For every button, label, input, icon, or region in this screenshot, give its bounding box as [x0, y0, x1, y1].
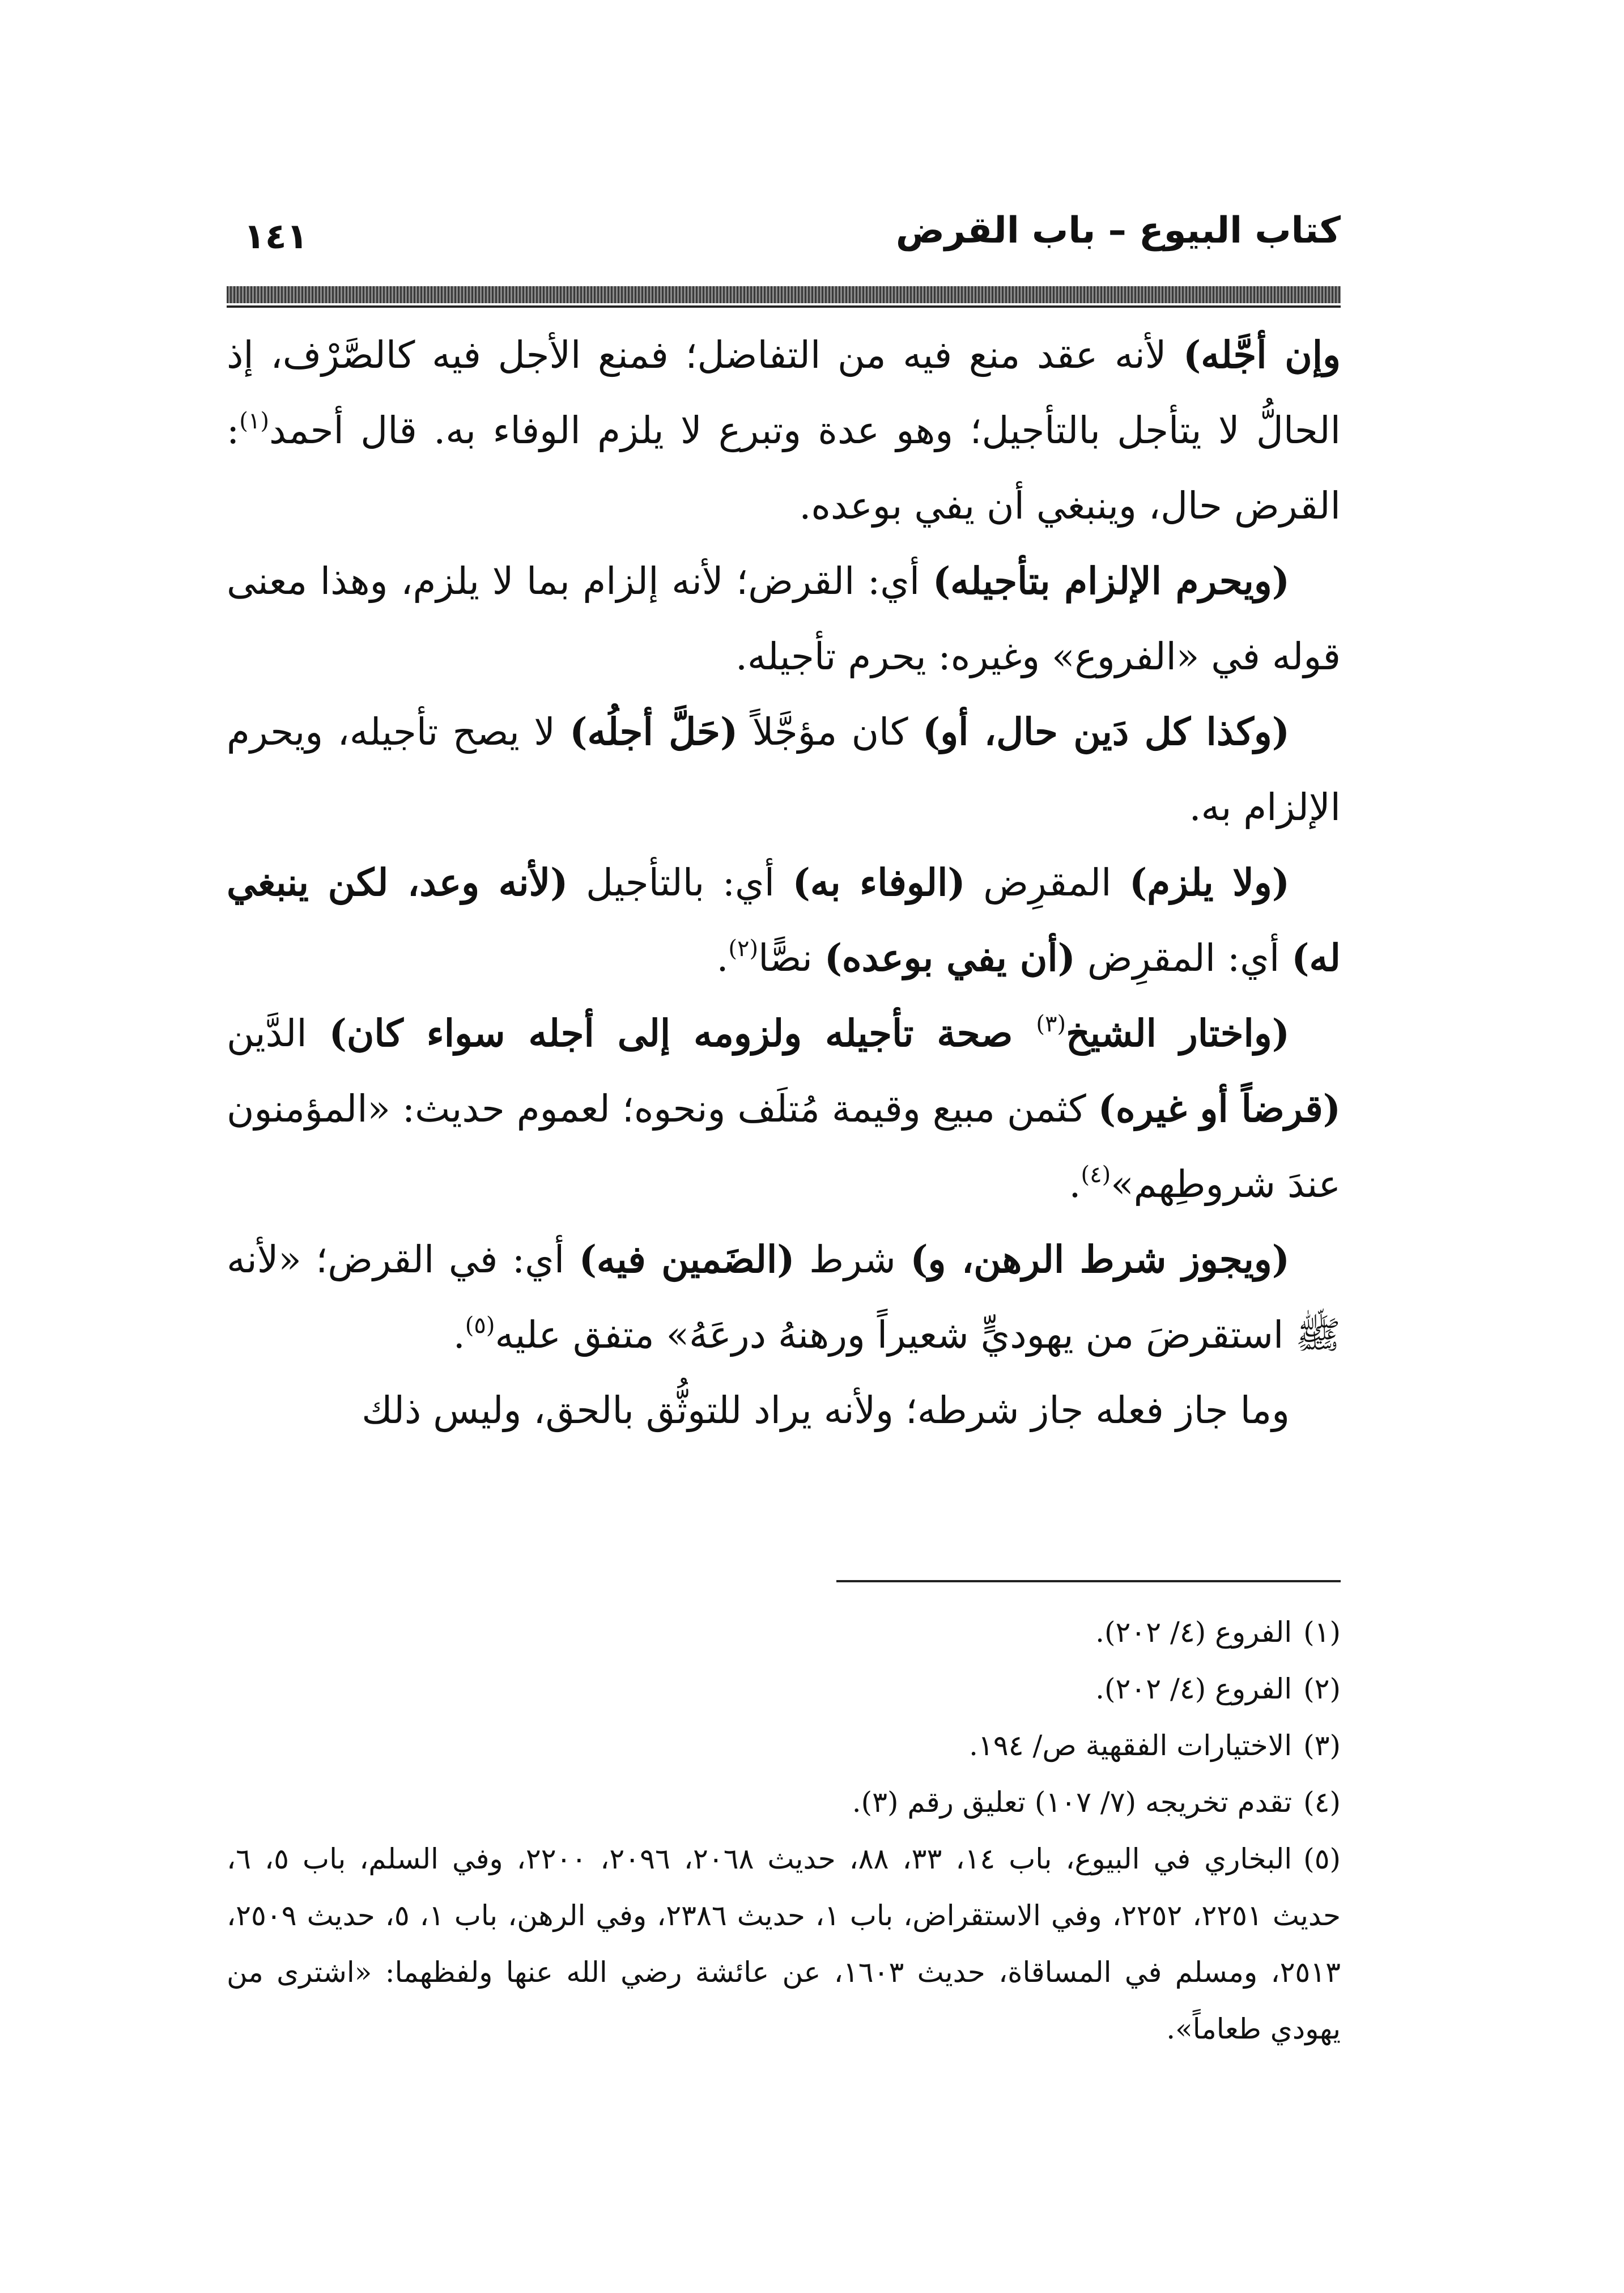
page-number: ١٤١: [244, 215, 308, 257]
commentary-text: لا يصح تأجيله، ويحرم الإلزام به.: [227, 710, 1341, 829]
footnote-number: (٢): [1303, 1672, 1341, 1705]
matn-text: (أن يفي بوعده): [824, 936, 1075, 980]
footnotes: [227, 1604, 1341, 2057]
commentary-text: أي: المقرِض: [1075, 936, 1292, 980]
footnote-text: تقدم تخريجه (٧/ ١٠٧) تعليق رقم (٣).: [852, 1786, 1293, 1819]
footnote-ref[interactable]: (٢): [728, 936, 759, 962]
commentary-text: نصًّا: [758, 936, 824, 980]
footnote-2: [227, 1661, 1341, 1717]
paragraph-1: [227, 317, 1341, 543]
paragraph-2: [227, 543, 1341, 694]
paragraph-7: [227, 1373, 1341, 1448]
footnote-text: الاختيارات الفقهية ص/ ١٩٤.: [969, 1729, 1293, 1762]
matn-text: (ويجوز شرط الرهن، و): [910, 1237, 1290, 1281]
matn-text: (الوفاء به): [792, 860, 966, 905]
footnote-3: [227, 1717, 1341, 1774]
footnote-text: الفروع (٤/ ٢٠٢).: [1095, 1672, 1293, 1705]
footnote-number: (٥): [1303, 1842, 1341, 1875]
footnote-ref[interactable]: (٣): [1036, 1011, 1066, 1037]
paragraph-4: [227, 845, 1341, 996]
paragraph-6: [227, 1222, 1341, 1373]
matn-text: (لأنه وعد، لكن ينبغي له): [227, 860, 1341, 980]
footnote-5: [227, 1831, 1341, 2057]
matn-text: (وكذا كل دَين حال، أو): [922, 710, 1290, 754]
matn-text: وإن أجَّله): [1183, 333, 1341, 377]
footnote-text: الفروع (٤/ ٢٠٢).: [1095, 1616, 1293, 1649]
commentary-text: أي: بالتأجيل: [568, 861, 793, 905]
commentary-text: كثمن مبيع وقيمة مُتلَف ونحوه؛ لعموم حديث: «المؤمنون عندَ شروطِهم»: [227, 1087, 1341, 1206]
commentary-text: .: [453, 1313, 465, 1357]
commentary-text: .: [716, 936, 729, 980]
commentary-text: أي: في القرض؛ «لأنه ﷺ استقرضَ من يهوديٍّ شعيراً ورهنهُ درعَهُ» متفق عليه: [227, 1238, 1341, 1357]
running-title: كتاب البيوع – باب القرض: [895, 210, 1341, 252]
paragraph-3: [227, 694, 1341, 845]
footnote-text: البخاري في البيوع، باب ١٤، ٣٣، ٨٨، حديث ٢٠٦٨، ٢٠٩٦، ٢٢٠٠، وفي السلم، باب ٥، ٦، حديث ٢٢٥١، ٢٢٥٢، وفي الاستقراض، باب ١، حديث ٢٣٨٦، وفي الرهن، باب ١، ٥، حديث ٢٥٠٩، ٢٥١٣، ومسلم في المساقاة، حديث ١٦٠٣، عن عائشة رضي الله عنها ولفظهما: «اشترى من يهودي طعاماً».: [227, 1842, 1341, 2045]
footnote-number: (١): [1303, 1616, 1341, 1649]
footnote-separator: [836, 1580, 1341, 1582]
footnote-number: (٣): [1303, 1729, 1341, 1762]
footnote-4: [227, 1774, 1341, 1831]
running-header: [227, 204, 1341, 272]
footnote-ref[interactable]: (١): [239, 408, 269, 434]
commentary-text: كان مؤجَّلاً: [738, 710, 922, 754]
matn-text: (حَلَّ أجلُه): [569, 710, 738, 754]
matn-text: صحة تأجيله ولزومه إلى أجله سواء كان): [329, 1011, 1036, 1055]
commentary-text: أي: القرض؛ لأنه إلزام بما لا يلزم، وهذا معنى قوله في «الفروع» وغيره: يحرم تأجيله.: [227, 559, 1341, 678]
footnote-ref[interactable]: (٥): [465, 1313, 495, 1339]
matn-text: (واختار الشيخ: [1066, 1011, 1290, 1055]
body-text: [227, 317, 1341, 1448]
footnote-1: [227, 1604, 1341, 1661]
commentary-text: شرط: [794, 1238, 911, 1281]
header-rule: [227, 286, 1341, 303]
matn-text: (ولا يلزم): [1129, 860, 1290, 905]
matn-text: (قرضاً أو غيره): [1098, 1086, 1341, 1131]
commentary-text: المقرِض: [965, 861, 1129, 905]
commentary-text: : القرض حال، وينبغي أن يفي بوعده.: [227, 409, 1341, 528]
commentary-text: .: [1069, 1162, 1081, 1206]
commentary-text: وما جاز فعله جاز شرطه؛ ولأنه يراد للتوثُّق بالحق، وليس ذلك: [362, 1388, 1290, 1432]
matn-text: (ويحرم الإلزام بتأجيله): [932, 559, 1290, 603]
footnote-ref[interactable]: (٤): [1081, 1162, 1111, 1188]
commentary-text: الدَّين: [227, 1012, 329, 1055]
matn-text: (الضَمين فيه): [579, 1237, 795, 1281]
paragraph-5: [227, 996, 1341, 1222]
footnote-number: (٤): [1303, 1786, 1341, 1819]
commentary-text: لأنه عقد منع فيه من التفاضل؛ فمنع الأجل فيه كالصَّرْف، إذ الحالُّ لا يتأجل بالتأجيل؛ وهو عدة وتبرع لا يلزم الوفاء به. قال أحمد: [227, 333, 1341, 452]
